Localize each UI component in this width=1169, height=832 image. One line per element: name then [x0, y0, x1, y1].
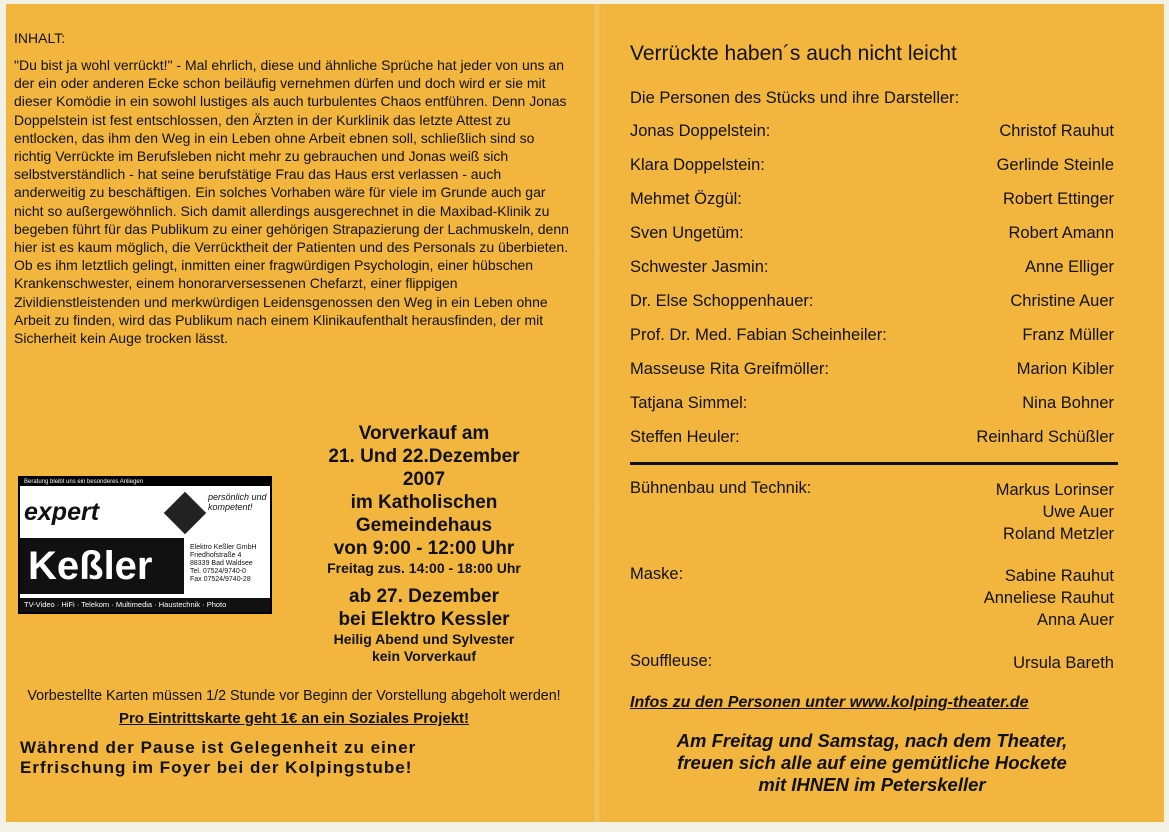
presale-line: Heilig Abend und Sylvester [333, 631, 515, 647]
sponsor-ad-kessler [18, 476, 272, 614]
cast-row [630, 360, 1114, 382]
cast-role: Steffen Heuler: [630, 428, 740, 446]
presale-line: 21. Und 22.Dezember [328, 446, 520, 467]
cast-row [630, 190, 1114, 212]
expert-logo-icon [164, 492, 206, 534]
ticket-pickup-note: Vorbestellte Karten müssen 1/2 Stunde vor Beginn der Vorstellung abgeholt werden! [27, 688, 561, 704]
crew-name: Anneliese Rauhut [983, 589, 1114, 607]
crew-names [984, 565, 1114, 631]
cast-role: Jonas Doppelstein: [630, 122, 771, 140]
intermission-note [20, 738, 572, 778]
cast-role: Mehmet Özgül: [630, 190, 742, 208]
intermission-line: Während der Pause ist Gelegenheit zu einer [20, 738, 417, 757]
ad-tagline: persönlich und kompetent! [208, 492, 267, 512]
crew-names [996, 479, 1114, 545]
cast-actor: Marion Kibler [1016, 360, 1114, 378]
crew-name: Anna Auer [1036, 611, 1114, 629]
cast-actor: Robert Amann [1008, 224, 1114, 242]
cast-row [630, 326, 1114, 348]
cast-role: Sven Ungetüm: [630, 224, 744, 242]
ad-brand-name: Keßler [20, 538, 184, 594]
intermission-line: Erfrischung im Foyer bei der Kolpingstube! [20, 758, 413, 777]
closing-line: freuen sich alle auf eine gemütliche Hockete [677, 752, 1067, 773]
cast-actor: Gerlinde Steinle [996, 156, 1114, 174]
website-link[interactable]: Infos zu den Personen unter www.kolping-theater.de [630, 694, 1029, 711]
presale-line: 2007 [402, 469, 446, 490]
cast-actor: Reinhard Schüßler [976, 428, 1114, 446]
cast-heading: Die Personen des Stücks und ihre Darsteller: [630, 89, 960, 107]
crew-role: Bühnenbau und Technik: [630, 479, 812, 497]
presale-line: bei Elektro Kessler [338, 609, 510, 630]
cast-actor: Franz Müller [1022, 326, 1114, 344]
crew-name: Roland Metzler [1003, 525, 1114, 543]
ad-top-strip: Beratung bleibt uns ein besonderes Anliegen [20, 478, 270, 486]
ad-expert-wordmark: expert [24, 498, 100, 526]
presale-line: kein Vorverkauf [371, 648, 476, 664]
cast-role: Schwester Jasmin: [630, 258, 769, 276]
cast-actor: Anne Elliger [1025, 258, 1114, 276]
presale-line: Gemeindehaus [355, 515, 493, 536]
closing-line: Am Freitag und Samstag, nach dem Theater, [676, 730, 1068, 751]
cast-row [630, 122, 1114, 144]
cast-row [630, 292, 1114, 314]
crew-name: Uwe Auer [1042, 503, 1114, 521]
cast-row [630, 394, 1114, 416]
cast-row [630, 224, 1114, 246]
cast-role: Masseuse Rita Greifmöller: [630, 360, 829, 378]
cast-row [630, 258, 1114, 280]
cast-role: Tatjana Simmel: [630, 394, 748, 412]
ad-product-strip: TV-Video · HiFi · Telekom · Multimedia · Haustechnik · Photo [20, 598, 270, 612]
cast-actor: Robert Ettinger [1003, 190, 1114, 208]
divider [630, 462, 1118, 465]
fold-line [592, 4, 602, 822]
charity-note: Pro Eintrittskarte geht 1€ an ein Soziales Projekt! [118, 710, 470, 727]
crew-name: Ursula Bareth [1013, 654, 1114, 672]
presale-info [272, 422, 576, 665]
ad-address-line: Fax 07524/9740-28 [190, 576, 251, 583]
cast-row [630, 156, 1114, 178]
presale-line: Vorverkauf am [358, 423, 490, 444]
cast-actor: Christof Rauhut [999, 122, 1114, 140]
ad-address-line: Elektro Keßler GmbH [190, 544, 257, 551]
content-heading: INHALT: [14, 30, 66, 46]
cast-role: Prof. Dr. Med. Fabian Scheinheiler: [630, 326, 887, 344]
presale-line: im Katholischen [350, 492, 498, 513]
cast-actor: Christine Auer [1010, 292, 1114, 310]
play-title: Verrückte haben´s auch nicht leicht [630, 42, 957, 65]
plot-summary: "Du bist ja wohl verrückt!" - Mal ehrlich, diese und ähnliche Sprüche hat jeder von uns an der ein oder anderen Ecke schon beiläufig vernehmen dürfen und doch wird er sie mit dieser Komödie in ein sowohl lustiges als auch turbulentes Chaos entführen. Denn Jonas Doppelstein ist fest entschlossen, den Ärzten in der Kurklinik das letzte Attest zu entlocken, das ihm den Weg in ein Leben ohne Arbeit ebnen soll, schließlich sind so richtig Verrückte im Berufsleben nicht mehr zu gebrauchen und Jonas weiß sich selbstverständlich - hat seine berufstätige Frau das Haus erst verlassen - auch anderweitig zu beschäftigen. Ein solches Vorhaben wäre für viele im Grunde auch gar nicht so außergewöhnlich. Sich damit allerdings ausgerechnet in die Maxibad-Klinik zu begeben führt für das Publikum zu einer gehörigen Strapazierung der Lachmuskeln, denn hier ist es kaum möglich, die Verrücktheit der Patienten und des Personals zu überbieten. Ob es ihm letztlich gelingt, inmitten einer fragwürdigen Psychologin, einer hübschen Krankenschwester, einem honorarversessenen Chefarzt, einer flippigen Zivildienstleistenden und merkwürdigen Leidensgenossen den Weg in ein Leben ohne Arbeit zu finden, wird das Publikum nach einem Klinikaufenthalt herausfinden, der mit Sicherheit kein Auge trocken lässt. [14, 57, 569, 347]
ad-address-line: Tel. 07524/9740-0 [190, 568, 247, 575]
crew-name: Markus Lorinser [995, 481, 1114, 499]
ad-address-line: 88339 Bad Waldsee [190, 560, 253, 567]
cast-row [630, 428, 1114, 450]
crew-role: Maske: [630, 565, 684, 583]
cast-actor: Nina Bohner [1022, 394, 1114, 412]
closing-line: mit IHNEN im Peterskeller [758, 774, 986, 795]
cast-role: Klara Doppelstein: [630, 156, 765, 174]
crew-role: Souffleuse: [630, 652, 713, 670]
cast-role: Dr. Else Schoppenhauer: [630, 292, 814, 310]
ad-address [190, 544, 257, 584]
left-panel [14, 30, 574, 347]
closing-note [622, 730, 1122, 796]
crew-name: Sabine Rauhut [1004, 567, 1114, 585]
presale-line: ab 27. Dezember [349, 586, 499, 607]
ad-address-line: Friedhofstraße 4 [190, 552, 242, 559]
crew-names [1013, 652, 1114, 674]
presale-line: von 9:00 - 12:00 Uhr [333, 538, 515, 559]
presale-line: Freitag zus. 14:00 - 18:00 Uhr [327, 560, 521, 576]
